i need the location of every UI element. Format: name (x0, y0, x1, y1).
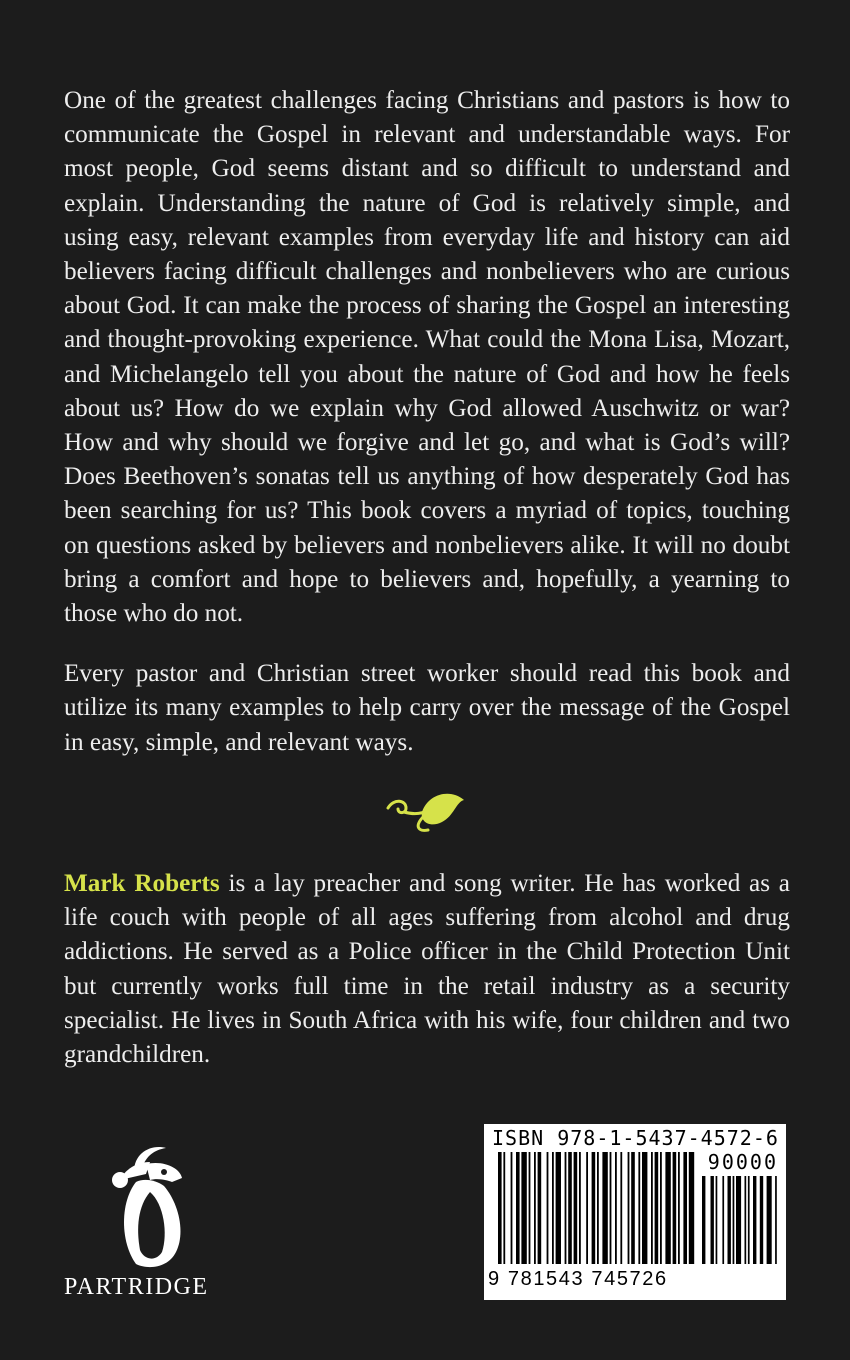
barcode-bar (574, 1152, 578, 1264)
blurb-paragraph-2: Every pastor and Christian street worker should read this book and utilize its many examples to help carry over the message of the Gospel in easy, simple, and relevant ways. (64, 660, 790, 756)
author-bio-text: is a lay preacher and song writer. He has worked as a life couch with people of all ages suffering from alcohol and drug addictions. He served as a Police officer in the Child Protection Unit but currently works full time in the retail industry as a security specialist. He lives in South Africa with his wife, four children and two grandchildren. (64, 870, 790, 1069)
barcode-bar (602, 1152, 607, 1264)
barcode-bars (498, 1152, 778, 1272)
barcode-bar (775, 1176, 777, 1264)
barcode-bar (673, 1152, 677, 1264)
barcode-bar (529, 1152, 531, 1264)
barcode-bar (651, 1152, 653, 1264)
barcode-bar (722, 1176, 724, 1264)
barcode-bar (615, 1152, 617, 1264)
barcode-bar (689, 1152, 694, 1264)
barcode-bar (511, 1152, 513, 1264)
blurb-paragraph-1: One of the greatest challenges facing Christians and pastors is how to communicate the Gospel in relevant and understandable ways. For most people, God seems distant and so difficult to understand and explain. Understanding the nature of God is relatively simple, and using easy, relevant examples from everyday life and history can aid believers facing difficult challenges and nonbelievers who are curious about God. It can make the process of sharing the Gospel an interesting and thought-provoking experience. What could the Mona Lisa, Mozart, and Michelangelo tell you about the nature of God and how he feels about us? How do we explain why God allowed Auschwitz or war? How and why should we forgive and let go, and what is God’s will? Does Beethoven’s sonatas tell us anything of how desperately God has been searching for us? This book covers a myriad of topics, touching on questions asked by believers and nonbelievers alike. It will no doubt bring a comfort and hope to believers and, hopefully, a yearning to those who do not. (64, 87, 790, 628)
barcode-bar (579, 1152, 581, 1264)
barcode-bar (631, 1152, 635, 1264)
back-cover-blurb (64, 84, 790, 786)
barcode-bar (521, 1152, 526, 1264)
barcode-bar (538, 1152, 542, 1264)
barcode-bar (678, 1152, 680, 1264)
barcode-bar (592, 1152, 596, 1264)
barcode-bar (552, 1152, 554, 1264)
isbn-barcode (484, 1124, 786, 1300)
barcode-bar (711, 1176, 714, 1264)
barcode-bar (683, 1152, 687, 1264)
barcode-bar (586, 1152, 588, 1264)
barcode-bar (503, 1152, 505, 1264)
isbn-label: ISBN 978-1-5437-4572-6 (492, 1126, 779, 1150)
barcode-bar (638, 1152, 640, 1264)
barcode-bar (753, 1176, 756, 1264)
barcode-bar (620, 1152, 622, 1264)
barcode-bar (665, 1152, 670, 1264)
barcode-bar (736, 1176, 741, 1264)
penguin-logo-icon (106, 1142, 190, 1272)
barcode-bar (534, 1152, 536, 1264)
barcode-bar (498, 1152, 502, 1264)
ean-digits: 9 781543 745726 (488, 1268, 668, 1290)
barcode-bar (760, 1176, 763, 1264)
barcode-bar (767, 1176, 772, 1264)
barcode-bar (516, 1152, 520, 1264)
barcode-bar (547, 1152, 549, 1264)
price-code: 90000 (707, 1150, 778, 1174)
leaf-ornament-icon (384, 786, 468, 836)
barcode-bar (556, 1152, 561, 1264)
barcode-bar (655, 1152, 659, 1264)
author-name: Mark Roberts (64, 870, 220, 897)
publisher-name: PARTRIDGE (64, 1274, 209, 1300)
barcode-bar (745, 1176, 747, 1264)
barcode-bar (733, 1176, 735, 1264)
barcode-bar (716, 1176, 718, 1264)
barcode-bar (628, 1152, 630, 1264)
barcode-bar (568, 1152, 572, 1264)
barcode-bar (565, 1152, 567, 1264)
barcode-bar (728, 1176, 731, 1264)
barcode-bar (597, 1152, 599, 1264)
barcode-bar (610, 1152, 612, 1264)
author-bio (64, 867, 790, 1072)
barcode-bar (702, 1176, 705, 1264)
barcode-bar (660, 1152, 662, 1264)
barcode-bar (642, 1152, 647, 1264)
barcode-bar (748, 1176, 750, 1264)
